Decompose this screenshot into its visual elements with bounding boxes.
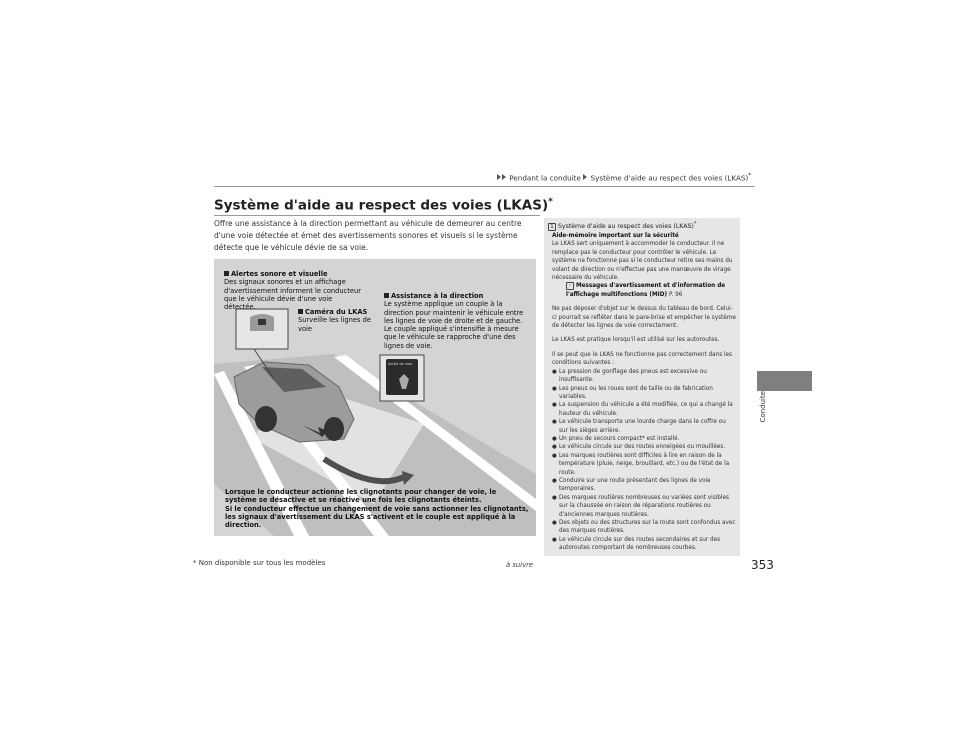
lkas-illustration (214, 259, 536, 536)
header-rule (214, 186, 755, 187)
list-item: ● La pression de gonflage des pneus est excessive ou insuffisante. (552, 368, 736, 385)
sidebar-heading (548, 221, 696, 231)
sidebar-heading-text: Système d'aide au respect des voies (LKAS) (558, 223, 694, 231)
breadcrumb-arrow-icon (583, 174, 587, 180)
page-title-asterisk: * (548, 197, 553, 207)
list-item: ● Les pneus ou les roues sont de taille ou de fabrication variables. (552, 385, 736, 402)
alert-heading: Alertes sonore et visuelle (231, 270, 328, 278)
intro-paragraph: Offre une assistance à la direction permettant au véhicule de demeurer au centre d'une voie détectée et émet des avertissements sonores et visuels si le système détecte que le véhicule dévie de sa voie. (214, 219, 522, 252)
conditions-list (552, 368, 736, 553)
breadcrumb-section[interactable]: Pendant la conduite (509, 173, 581, 183)
sidebar-body (552, 232, 736, 553)
camera-text: Surveille les lignes de voie (298, 316, 371, 333)
sidebar-paragraph: Le LKAS est pratique lorsqu'il est utilisé sur les autoroutes. (552, 337, 720, 344)
assist-callout (384, 292, 524, 350)
alert-callout (224, 270, 364, 311)
list-item: ● La suspension du véhicule a été modifiée, ce qui a changé la hauteur du véhicule. (552, 401, 736, 418)
display-label: Sortie de voie (388, 362, 413, 366)
list-item: ● Un pneu de secours compact* est installé. (552, 435, 736, 443)
list-item: ● Les marques routières sont difficiles à lire en raison de la température (pluie, neige, brouillard, etc.) ou de l'état de la route. (552, 452, 736, 477)
assist-text: Le système applique un couple à la direction pour maintenir le véhicule entre les lignes de voie de droite et de gauche. Le couple appliqué s'intensifie à mesure que le véhicule se rapproche d'une des lignes de voie. (384, 300, 524, 350)
camera-callout (298, 308, 374, 333)
page-title-text: Système d'aide au respect des voies (LKAS) (214, 197, 549, 214)
figure-bottom-text-1: Lorsque le conducteur actionne les clignotants pour changer de voie, le système se désactive et se réactive une fois les clignotants éteints. (225, 488, 497, 505)
sidebar-paragraph: Ne pas déposer d'objet sur le dessus du tableau de bord. Celui-ci pourrait se refléter dans le pare-brise et empêcher le système de détecter les lignes de voie correctement. (552, 306, 736, 330)
sidebar-heading-asterisk: * (693, 221, 697, 227)
bullet-square-icon (384, 293, 389, 298)
reference-page[interactable]: P. 96 (668, 291, 683, 298)
safety-text: Le LKAS sert uniquement à accommoder le conducteur. Il ne remplace pas le conducteur pour contrôler le véhicule. Le système ne fonctionne pas si le conducteur retire ses mains du volant de direction ou n'effectue pas une manœuvre de virage nécessaire du véhicule. (552, 241, 733, 282)
title-rule (214, 215, 540, 216)
sidebar-notes (544, 218, 740, 556)
reference-arrow-icon: › (566, 282, 574, 290)
footnote: * Non disponible sur tous les modèles (193, 559, 326, 567)
reference-text[interactable]: Messages d'avertissement et d'information de l'affichage multifonctions (MID) (566, 283, 726, 298)
continued-label: à suivre (506, 561, 534, 569)
note-icon: 1 (548, 223, 556, 231)
breadcrumb-subsection[interactable]: Système d'aide au respect des voies (LKAS) (590, 173, 749, 183)
chapter-tab[interactable] (757, 371, 812, 391)
breadcrumb (497, 172, 751, 182)
chapter-tab-label[interactable]: Conduite (759, 391, 767, 423)
alert-text: Des signaux sonores et un affichage d'avertissement informent le conducteur que le véhicule dévie d'une voie détectée. (224, 278, 361, 312)
figure-bottom-text-2: Si le conducteur effectue un changement de voie sans actionner les clignotants, les signaux d'avertissement du LKAS s'activent et le couple est appliqué à la direction. (225, 504, 529, 530)
figure-bottom-text (225, 488, 530, 529)
breadcrumb-arrow-icon (502, 174, 506, 180)
list-item: ● Le véhicule circule sur des routes secondaires et sur des autoroutes comportant de nombreuses courbes. (552, 536, 736, 553)
list-item: ● Le véhicule transporte une lourde charge dans le coffre ou sur les sièges arrière. (552, 418, 736, 435)
safety-title: Aide-mémoire important sur la sécurité (552, 233, 679, 239)
bullet-square-icon (224, 271, 229, 276)
page-number: 353 (751, 558, 774, 572)
bullet-square-icon (298, 309, 303, 314)
list-item: ● Des objets ou des structures sur la route sont confondus avec des marques routières. (552, 519, 736, 536)
assist-heading: Assistance à la direction (391, 292, 484, 300)
camera-heading: Caméra du LKAS (305, 308, 368, 316)
list-item: ● Le véhicule circule sur des routes enneigées ou mouillées. (552, 443, 736, 451)
breadcrumb-asterisk: * (748, 172, 752, 179)
breadcrumb-arrow-icon (497, 174, 501, 180)
sidebar-paragraph: Il se peut que le LKAS ne fonctionne pas correctement dans les conditions suivantes : (552, 351, 733, 367)
cross-reference[interactable] (552, 282, 736, 299)
list-item: ● Conduire sur une route présentant des lignes de voie temporaires. (552, 477, 736, 494)
page-title (214, 197, 553, 214)
list-item: ● Des marques routières nombreuses ou variées sont visibles sur la chaussée en raison de réparations routières ou d'anciennes marques routières. (552, 494, 736, 519)
